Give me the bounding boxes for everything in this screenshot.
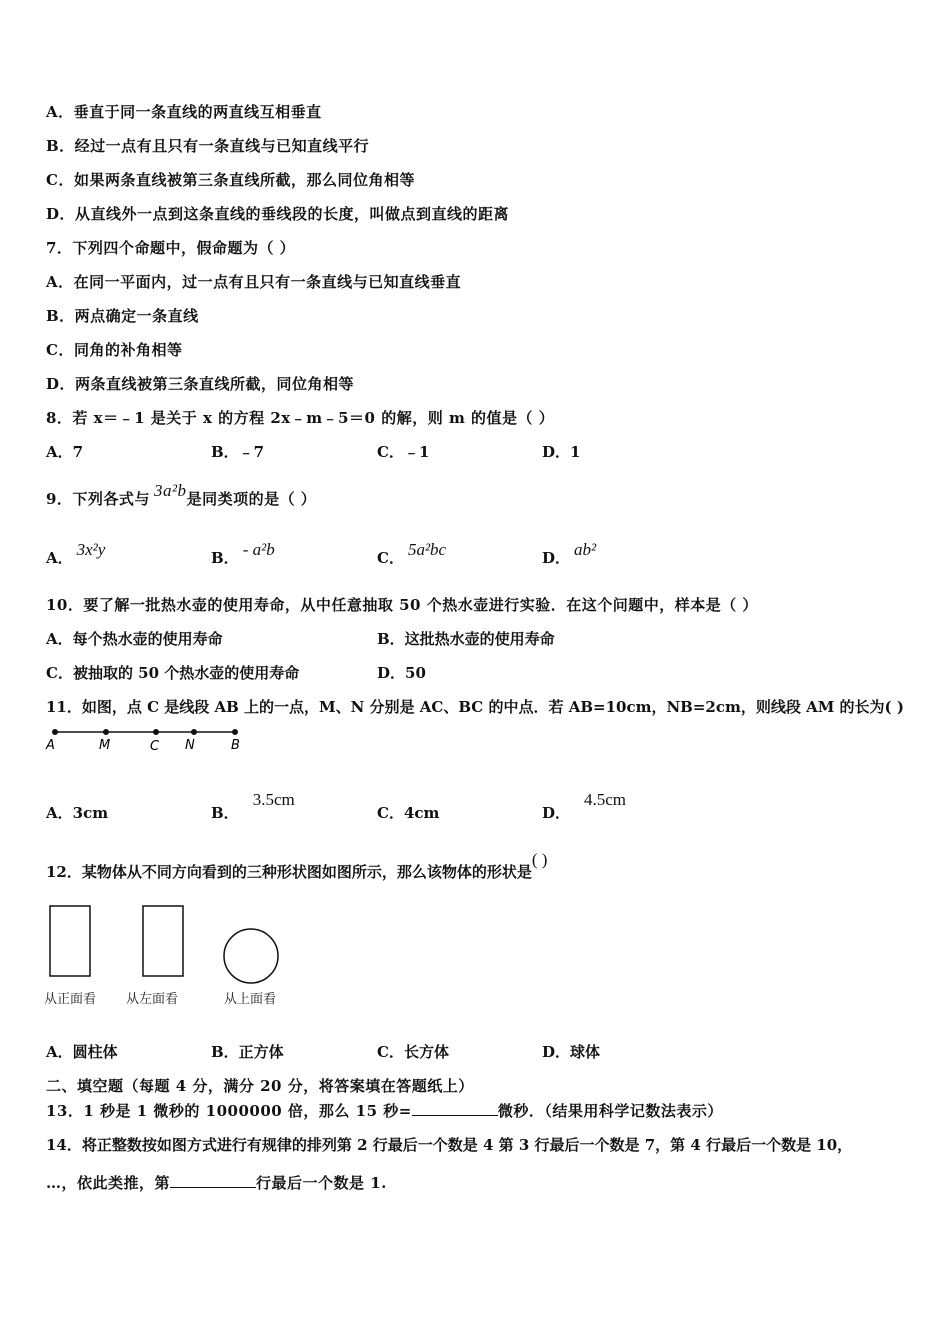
q9-stem-term: 3a²b <box>153 481 187 500</box>
q11-option-d <box>542 790 627 823</box>
q8-stem: 8．若 x＝﹣1 是关于 x 的方程 2x﹣m﹣5＝0 的解，则 m 的值是（ ） <box>46 409 555 427</box>
q9-stem-suffix: 是同类项的是（ ） <box>186 490 317 508</box>
top-view-circle <box>224 929 278 983</box>
q12-option-b: B．正方体 <box>211 1043 284 1061</box>
q12-paren: ( ) <box>531 850 548 869</box>
q14-prefix: …，依此类推，第 <box>46 1174 171 1192</box>
q9-option-b-label: B． <box>211 549 239 567</box>
q12-option-a: A．圆柱体 <box>46 1043 118 1061</box>
q6-option-d: D．从直线外一点到这条直线的垂线段的长度，叫做点到直线的距离 <box>46 205 510 223</box>
q11-option-b <box>211 790 295 823</box>
point-m-dot <box>103 729 109 735</box>
q10-option-c: C．被抽取的 50 个热水壶的使用寿命 <box>46 664 300 682</box>
segment-figure <box>42 726 252 756</box>
q14-answer-blank <box>170 1173 256 1188</box>
q13-prefix: 13．1 秒是 1 微秒的 1000000 倍，那么 15 秒= <box>46 1102 412 1120</box>
q10-stem: 10．要了解一批热水壶的使用寿命，从中任意抽取 50 个热水壶进行实验．在这个问题中，样本是（ ） <box>46 596 758 614</box>
q14-line-2 <box>46 1173 387 1193</box>
q10-option-a: A．每个热水壶的使用寿命 <box>46 630 223 648</box>
point-m-label: M <box>99 738 111 753</box>
point-c-dot <box>153 729 159 735</box>
q12-stem <box>46 850 548 882</box>
q8-option-a: A．7 <box>46 443 84 461</box>
q11-stem: 11．如图，点 C 是线段 AB 上的一点，M、N 分别是 AC、BC 的中点．若 AB=10cm，NB=2cm，则线段 AM 的长为( ) <box>46 698 904 716</box>
q13-answer-blank <box>412 1101 498 1116</box>
q6-option-c: C．如果两条直线被第三条直线所截，那么同位角相等 <box>46 171 415 189</box>
q13-text <box>46 1101 723 1121</box>
point-n-dot <box>191 729 197 735</box>
q9-option-b-term: - a²b <box>242 540 275 559</box>
q8-option-b: B．﹣7 <box>211 443 265 461</box>
q9-option-c-term: 5a²bc <box>407 540 447 559</box>
left-view-rectangle <box>143 906 183 976</box>
q12-option-c: C．长方体 <box>377 1043 449 1061</box>
q11-option-c-label: C． <box>377 804 404 822</box>
q11-option-a <box>46 803 108 823</box>
point-b-label: B <box>231 738 240 753</box>
three-views-figure <box>40 900 300 984</box>
q9-option-d-term: ab² <box>574 540 597 559</box>
q9-option-a <box>46 540 106 568</box>
q11-option-d-value: 4.5cm <box>584 790 627 809</box>
section-2-heading: 二、填空题（每题 4 分，满分 20 分，将答案填在答题纸上） <box>46 1077 474 1095</box>
q11-option-a-value: 3cm <box>72 804 109 822</box>
q7-option-a: A．在同一平面内，过一点有且只有一条直线与已知直线垂直 <box>46 273 462 291</box>
front-view-label: 从正面看 <box>44 992 97 1007</box>
q9-option-d-label: D． <box>542 549 571 567</box>
q7-option-b: B．两点确定一条直线 <box>46 307 199 325</box>
q11-option-b-value: 3.5cm <box>252 790 295 809</box>
q9-option-c <box>377 540 447 568</box>
front-view-rectangle <box>50 906 90 976</box>
q9-stem-prefix: 9．下列各式与 <box>46 490 150 508</box>
point-c-label: C <box>150 739 160 754</box>
q11-option-d-label: D． <box>542 804 571 822</box>
q7-option-d: D．两条直线被第三条直线所截，同位角相等 <box>46 375 355 393</box>
left-view-label: 从左面看 <box>126 992 179 1007</box>
q11-option-b-label: B． <box>211 804 239 822</box>
q10-option-b: B．这批热水壶的使用寿命 <box>377 630 555 648</box>
q11-option-c <box>377 803 439 823</box>
q12-option-d: D．球体 <box>542 1043 601 1061</box>
top-view-label: 从上面看 <box>224 992 277 1007</box>
q11-option-c-value: 4cm <box>403 804 440 822</box>
q9-option-d <box>542 540 597 568</box>
q9-option-c-label: C． <box>377 549 404 567</box>
q8-option-c: C．﹣1 <box>377 443 430 461</box>
point-n-label: N <box>185 738 195 753</box>
q11-option-a-label: A． <box>46 804 73 822</box>
q8-option-d: D．1 <box>542 443 581 461</box>
q9-stem <box>46 481 317 509</box>
q12-stem-text: 12．某物体从不同方向看到的三种形状图如图所示，那么该物体的形状是 <box>46 863 532 881</box>
q6-option-b: B．经过一点有且只有一条直线与已知直线平行 <box>46 137 370 155</box>
q13-suffix: 微秒．（结果用科学记数法表示） <box>497 1102 723 1120</box>
q7-option-c: C．同角的补角相等 <box>46 341 183 359</box>
q14-line-1: 14．将正整数按如图方式进行有规律的排列第 2 行最后一个数是 4 第 3 行最后一个数是 7，第 4 行最后一个数是 10， <box>46 1136 853 1154</box>
q6-option-a: A．垂直于同一条直线的两直线互相垂直 <box>46 103 322 121</box>
q10-option-d: D．50 <box>377 664 426 682</box>
q7-stem: 7．下列四个命题中，假命题为（ ） <box>46 239 296 257</box>
q14-suffix: 行最后一个数是 1. <box>256 1174 387 1192</box>
point-b-dot <box>232 729 238 735</box>
point-a-dot <box>52 729 58 735</box>
q9-option-a-term: 3x²y <box>76 540 106 559</box>
q9-option-b <box>211 540 275 568</box>
point-a-label: A <box>46 738 55 753</box>
q9-option-a-label: A． <box>46 549 73 567</box>
